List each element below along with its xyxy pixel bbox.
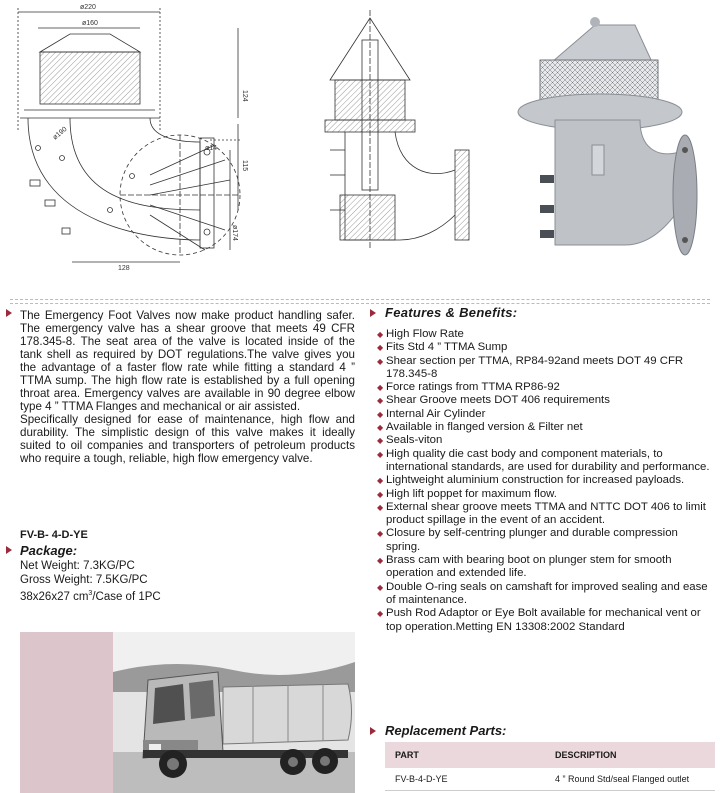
package-title: Package: — [20, 543, 78, 558]
divider-top-2 — [10, 303, 710, 304]
feature-item: ◆ Double O-ring seals on camshaft for improved sealing and ease of maintenance. — [377, 581, 715, 608]
feature-item: ◆ High lift poppet for maximum flow. — [377, 488, 715, 501]
dim-label-d174: ø174 — [231, 225, 238, 241]
product-drawing-area — [0, 0, 720, 300]
package-size — [20, 587, 161, 604]
feature-item: ◆ Seals-viton — [377, 434, 715, 447]
tanker-truck-photo — [113, 632, 355, 793]
feature-item: ◆ Closure by self-centring plunger and durable compression spring. — [377, 527, 715, 554]
divider-top — [10, 299, 710, 300]
features-title: Features & Benefits: — [385, 305, 518, 320]
feature-item: ◆ High Flow Rate — [377, 328, 715, 341]
description-bullet-icon — [6, 309, 12, 317]
dim-label-w128: 128 — [118, 265, 130, 272]
features-list — [377, 328, 715, 634]
package-list — [20, 559, 161, 604]
package-bullet-icon — [6, 546, 12, 554]
dimension-drawing — [18, 8, 240, 262]
dim-label-d160: ø160 — [82, 20, 98, 27]
dim-label-d220: ø220 — [80, 4, 96, 11]
dim-label-h124: 124 — [241, 90, 248, 102]
replacement-bullet-icon — [370, 727, 376, 735]
feature-item: ◆ Fits Std 4 ” TTMA Sump — [377, 341, 715, 354]
description-block — [20, 309, 355, 465]
description-paragraph-1: The Emergency Foot Valves now make product handling safer. The emergency valve has a shear groove that meets 49 CFR 178.345-8. The seat area of the valve is located inside of the tank shell as required by DOT regulations.The valve gives you the advantage of a faster flow rate while fitting a standard 4 ” TTMA sump. The high flow rate is established by a full opening throat area. Emergency valves are available in 90 degree elbow type 4 ” TTMA Flanges and mechanical or air assisted. — [20, 309, 355, 413]
feature-item: ◆ High quality die cast body and component materials, to international standards, are used for durability and performance. — [377, 448, 715, 475]
feature-item: ◆ Shear section per TTMA, RP84-92and meets DOT 49 CFR 178.345-8 — [377, 355, 715, 382]
package-gross-weight: Gross Weight: 7.5KG/PC — [20, 574, 148, 586]
valve-photo — [518, 5, 715, 260]
package-net-weight: Net Weight: 7.3KG/PC — [20, 560, 135, 572]
model-number: FV-B- 4-D-YE — [20, 529, 88, 541]
replacement-title: Replacement Parts: — [385, 723, 507, 738]
feature-item: ◆ Brass cam with bearing boot on plunger stem for smooth operation and extended life. — [377, 554, 715, 581]
cell-part: FV-B-4-D-YE — [385, 768, 545, 790]
feature-item: ◆ Available in flanged version & Filter net — [377, 421, 715, 434]
dim-label-d14: ø14 — [205, 145, 218, 152]
dim-label-d190: ø190 — [51, 125, 69, 142]
package-size-suffix: /Case of 1PC — [92, 590, 161, 603]
description-paragraph-2: Specifically designed for ease of maintenance, high flow and durability. The simplistic design of this valve makes it ideally suited to oil companies and transporters of petroleum products who require a tough, reliable, high flow emergency valve. — [20, 413, 355, 465]
feature-item: ◆ Push Rod Adaptor or Eye Bolt available for mechanical vent or top operation.Metting EN 13308:2002 Standard — [377, 607, 715, 634]
feature-item: ◆ External shear groove meets TTMA and NTTC DOT 406 to limit product spillage in the event of an accident. — [377, 501, 715, 528]
features-bullet-icon — [370, 309, 376, 317]
feature-item: ◆ Shear Groove meets DOT 406 requirements — [377, 394, 715, 407]
dim-label-h115: 115 — [241, 160, 248, 172]
feature-item: ◆ Internal Air Cylinder — [377, 408, 715, 421]
feature-item: ◆ Lightweight aluminium construction for increased payloads. — [377, 474, 715, 487]
feature-item: ◆ Force ratings from TTMA RP86-92 — [377, 381, 715, 394]
cell-description: 4 ” Round Std/seal Flanged outlet — [545, 768, 715, 790]
col-header-description: DESCRIPTION — [545, 742, 715, 768]
package-size-sup: 3 — [88, 590, 93, 597]
table-row — [385, 768, 715, 790]
cross-section-drawing — [325, 10, 469, 250]
package-size-prefix: 38x26x27 cm — [20, 590, 89, 603]
col-header-part: PART — [385, 742, 545, 768]
replacement-table — [385, 742, 715, 791]
decorative-pink-block — [20, 632, 113, 793]
table-header-row — [385, 742, 715, 768]
